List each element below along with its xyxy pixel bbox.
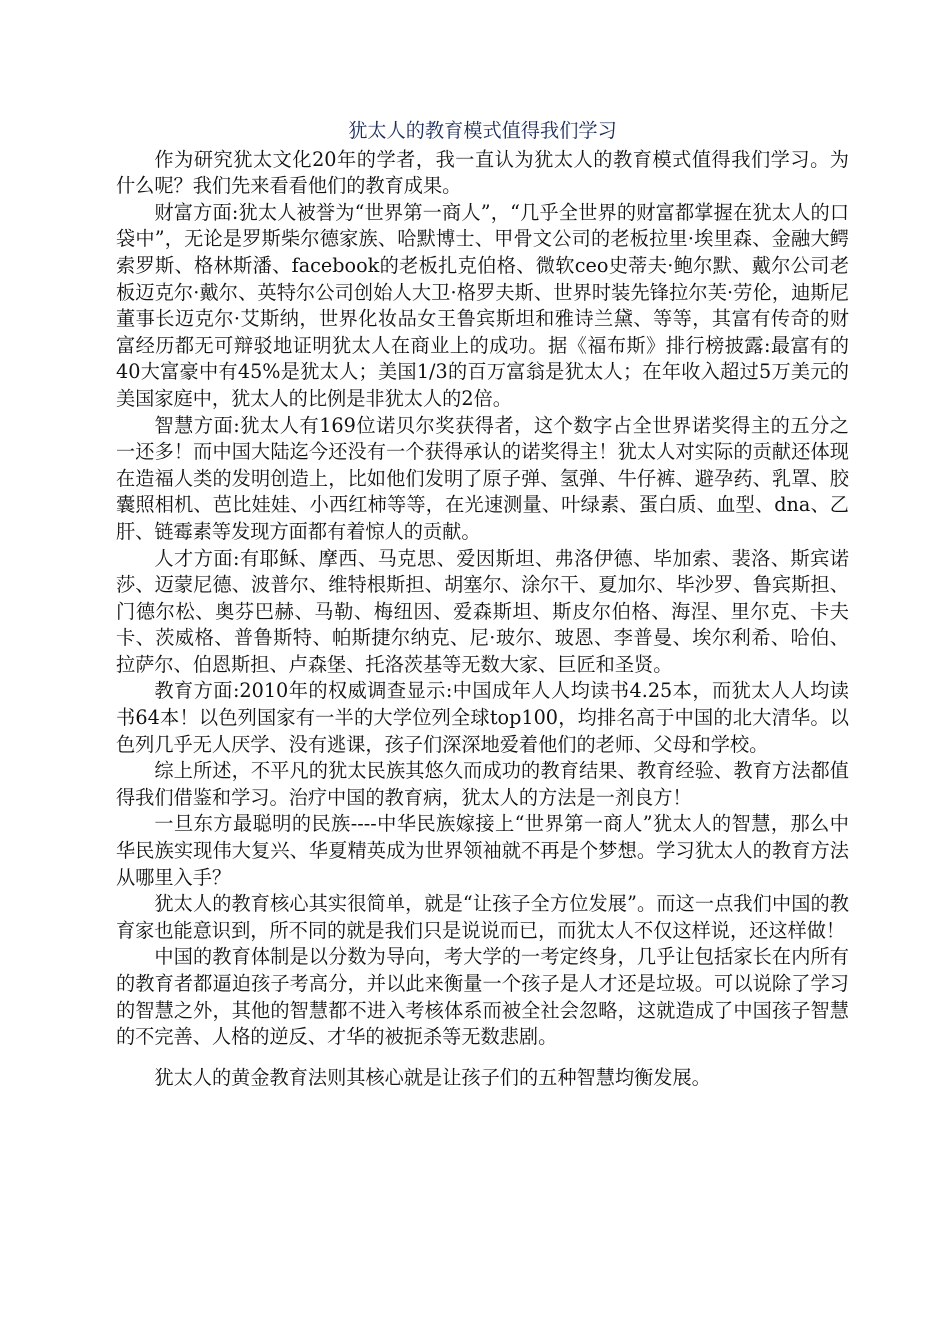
paragraph-intro: 作为研究犹太文化20年的学者，我一直认为犹太人的教育模式值得我们学习。为什么呢？我们先来看看他们的教育成果。 [116,147,849,198]
paragraph-core: 犹太人的教育核心其实很简单，就是“让孩子全方位发展”。而这一点我们中国的教育家也能意识到，所不同的就是我们只是说说而已，而犹太人不仅这样说，还这样做！ [116,892,849,942]
paragraph-summary: 综上所述，不平凡的犹太民族其悠久而成功的教育结果、教育经验、教育方法都值得我们借鉴和学习。治疗中国的教育病，犹太人的方法是一剂良方！ [116,759,849,809]
paragraph-china-system: 中国的教育体制是以分数为导向，考大学的一考定终身，几乎让包括家长在内所有的教育者都逼迫孩子考高分，并以此来衡量一个孩子是人才还是垃圾。可以说除了学习的智慧之外，其他的智慧都不进入考核体系而被全社会忽略，这就造成了中国孩子智慧的不完善、人格的逆反、才华的被扼杀等无数悲剧。 [116,945,849,1049]
paragraph-wisdom: 智慧方面:犹太人有169位诺贝尔奖获得者，这个数字占全世界诺奖得主的五分之一还多！而中国大陆迄今还没有一个获得承认的诺奖得主！犹太人对实际的贡献还体现在造福人类的发明创造上，比如他们发明了原子弹、氢弹、牛仔裤、避孕药、乳罩、胶囊照相机、芭比娃娃、小西红柿等等，在光速测量、叶绿素、蛋白质、血型、dna、乙肝、链霉素等发现方面都有着惊人的贡献。 [116,413,849,543]
paragraph-closing: 犹太人的黄金教育法则其核心就是让孩子们的五种智慧均衡发展。 [154,1065,711,1089]
document-page [116,118,849,1111]
paragraph-education: 教育方面:2010年的权威调查显示:中国成年人人均读书4.25本，而犹太人人均读书64本！以色列国家有一半的大学位列全球top100，均排名高于中国的北大清华。以色列几乎无人厌学、没有逃课，孩子们深深地爱着他们的老师、父母和学校。 [116,679,849,756]
document-title: 犹太人的教育模式值得我们学习 [348,119,617,142]
paragraph-east: 一旦东方最聪明的民族----中华民族嫁接上“世界第一商人”犹太人的智慧，那么中华民族实现伟大复兴、华夏精英成为世界领袖就不再是个梦想。学习犹太人的教育方法从哪里入手？ [116,812,849,889]
paragraph-wealth: 财富方面:犹太人被誉为“世界第一商人”，“几乎全世界的财富都掌握在犹太人的口袋中”，无论是罗斯柴尔德家族、哈默博士、甲骨文公司的老板拉里·埃里森、金融大鳄索罗斯、格林斯潘、facebook的老板扎克伯格、微软ceo史蒂夫·鲍尔默、戴尔公司老板迈克尔·戴尔、英特尔公司创始人大卫·格罗夫斯、世界时装先锋拉尔芙·劳伦，迪斯尼董事长迈克尔·艾斯纳，世界化妆品女王鲁宾斯坦和雅诗兰黛、等等，其富有传奇的财富经历都无可辩驳地证明犹太人在商业上的成功。据《福布斯》排行榜披露:最富有的40大富豪中有45%是犹太人；美国1/3的百万富翁是犹太人；在年收入超过5万美元的美国家庭中，犹太人的比例是非犹太人的2倍。 [116,200,849,410]
paragraph-talent: 人才方面:有耶稣、摩西、马克思、爱因斯坦、弗洛伊德、毕加索、裴洛、斯宾诺莎、迈蒙尼德、波普尔、维特根斯担、胡塞尔、涂尔干、夏加尔、毕沙罗、鲁宾斯担、门德尔松、奥芬巴赫、马勒、梅纽因、爱森斯坦、斯皮尔伯格、海涅、里尔克、卡夫卡、茨威格、普鲁斯特、帕斯捷尔纳克、尼·玻尔、玻恩、李普曼、埃尔利希、哈伯、拉萨尔、伯恩斯担、卢森堡、托洛茨基等无数大家、巨匠和圣贤。 [116,546,849,676]
